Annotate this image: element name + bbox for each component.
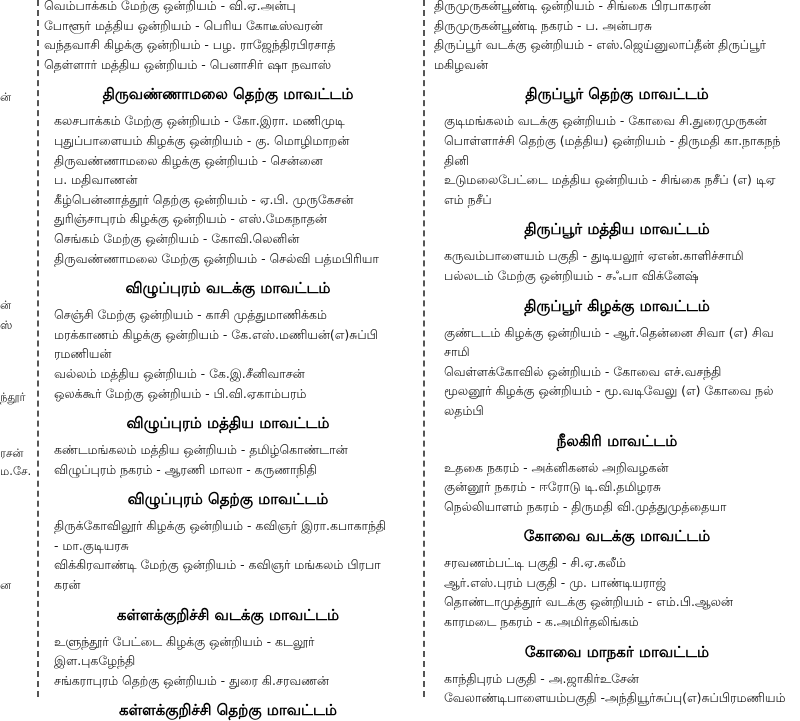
district-heading: திருப்பூர் தெற்கு மாவட்டம் <box>525 85 709 104</box>
entry-line: பொள்ளாச்சி தெற்கு (மத்திய) ஒன்றியம் - திருமதி கா.நாகநந் <box>444 132 781 148</box>
district-heading: கள்ளக்குறிச்சி வடக்கு மாவட்டம் <box>116 605 340 624</box>
text-fragment: ம.சே. <box>0 464 32 478</box>
column-divider <box>37 0 39 697</box>
text-fragment: ன <box>0 578 12 592</box>
entry-line: மரக்காணம் கிழக்கு ஒன்றியம் - கே.எஸ்.மணியன்(எ)சுப்பி <box>54 326 378 342</box>
district-section <box>434 642 800 708</box>
entry-line: தினி <box>444 152 469 168</box>
entry-line: மூலனூர் கிழக்கு ஒன்றியம் - மூ.வடிவேலு (எ) கோவை நல் <box>444 383 774 399</box>
district-section <box>44 605 412 691</box>
entry-line: செங்கம் மேற்கு ஒன்றியம் - கோவி.லெனின் <box>54 230 300 246</box>
entry-line: வேலாண்டிபாளையம்பகுதி -அந்தியூர்சுப்பு(எ)சுப்பிரமணியம் <box>444 690 786 706</box>
entry-line: செஞ்சி மேற்கு ஒன்றியம் - காசி முத்துமாணிக்கம் <box>54 307 327 323</box>
entry-line: புதுப்பாளையம் கிழக்கு ஒன்றியம் - கு. மொழிமாறன் <box>54 132 350 148</box>
entry-line: விக்கிரவாண்டி மேற்கு ஒன்றியம் - கவிஞர் மங்கலம் பிரபா <box>54 557 381 573</box>
entry-line: காரமடை நகரம் - க.அமிர்தலிங்கம் <box>444 614 639 630</box>
entry-line: காந்திபுரம் பகுதி - அ.ஜாகிர்உசேன் <box>444 670 639 686</box>
entry-line: ஆர்.எஸ்.புரம் பகுதி - மு. பாண்டியராஜ் <box>444 574 666 590</box>
text-fragment: ன் <box>0 90 12 104</box>
entry-line: லதம்பி <box>444 402 484 418</box>
entry-line: கரன் <box>54 577 81 593</box>
text-fragment: ந்தூர் <box>0 390 26 404</box>
left-column-fragment <box>0 0 32 697</box>
entry-line: தொண்டாமுத்தூர் வடக்கு ஒன்றியம் - எம்.பி.ஆலன் <box>444 594 733 610</box>
middle-column <box>44 0 412 720</box>
district-heading: கோவை வடக்கு மாவட்டம் <box>523 527 711 546</box>
entry-line: சரவணம்பட்டி பகுதி - சி.ஏ.கலீம் <box>444 555 626 571</box>
entry-line: ப. மதிவாணன் <box>54 172 138 188</box>
text-fragment: ன் <box>0 298 12 312</box>
entry-line: சாமி <box>444 344 470 360</box>
district-section <box>44 278 412 403</box>
district-heading: திருப்பூர் மத்திய மாவட்டம் <box>524 220 710 239</box>
entry-line: திருக்கோவிலூர் கிழக்கு ஒன்றியம் - கவிஞர் இரா.கபாகாந்தி <box>54 518 387 534</box>
entry-line: திருமுருகன்பூண்டி நகரம் - ப. அன்பரசு <box>434 17 653 33</box>
entry-line: வெம்பாக்கம் மேற்கு ஒன்றியம் - வி.ஏ.அன்பு <box>44 0 296 13</box>
entry-line: ரமணியன் <box>54 346 112 362</box>
right-column <box>434 0 800 706</box>
entry-line: உளுந்தூர் பேட்டை கிழக்கு ஒன்றியம் - கடலூர் <box>54 633 315 649</box>
district-heading: விழுப்புரம் தெற்கு மாவட்டம் <box>127 490 329 509</box>
entry-line: உதகை நகரம் - அக்னிகனல் அறிவழகன் <box>444 459 669 475</box>
district-heading: திருப்பூர் கிழக்கு மாவட்டம் <box>524 296 710 315</box>
district-heading: நீலகிரி மாவட்டம் <box>556 431 678 450</box>
entry-line: இள.புகழேந்தி <box>54 653 136 669</box>
district-heading: விழுப்புரம் மத்திய மாவட்டம் <box>126 414 330 433</box>
entry-line: கலசபாக்கம் மேற்கு ஒன்றியம் - கோ.இரா. மணிமுடி <box>54 113 345 129</box>
entry-line: திருப்பூர் வடக்கு ஒன்றியம் - எஸ்.ஜெய்னுலாப்தீன் திருப்பூர் <box>434 37 766 53</box>
district-section <box>434 431 800 517</box>
entry-line: நெல்லியாளம் நகரம் - திருமதி வி.முத்துமுத்தையா <box>444 498 727 514</box>
column-divider <box>423 0 425 697</box>
text-fragment: ரசன் <box>0 446 24 460</box>
district-section <box>434 526 800 631</box>
district-section <box>44 84 412 268</box>
entry-line: கருவம்பாளையம் பகுதி - துடியலூர் ஏஎன்.காளிச்சாமி <box>444 248 744 264</box>
entry-line: துரிஞ்சாபுரம் கிழக்கு ஒன்றியம் - எஸ்.மேகநாதன் <box>54 211 327 227</box>
district-section <box>434 219 800 285</box>
entry-line: திருவண்ணாமலை கிழக்கு ஒன்றியம் - சென்னை <box>54 152 323 168</box>
entry-line: திருவண்ணாமலை மேற்கு ஒன்றியம் - செல்வி பத்மபிரியா <box>54 250 379 266</box>
district-heading: கோவை மாநகர் மாவட்டம் <box>524 642 710 661</box>
entry-line: - மா.குடியரசு <box>54 537 129 553</box>
entry-line: குண்டடம் கிழக்கு ஒன்றியம் - ஆர்.தென்னை சிவா (எ) சிவ <box>444 324 774 340</box>
entry-line: உடுமலைபேட்டை மத்திய ஒன்றியம் - சிங்கை நசீப் (எ) டிஏ <box>444 172 776 188</box>
entry-line: எம் நசீப் <box>444 191 492 207</box>
entry-line: குன்னூர் நகரம் - ஈரோடு டி.வி.தமிழரசு <box>444 479 661 495</box>
text-fragment: ஸ் <box>0 318 13 332</box>
district-section <box>434 296 800 421</box>
entry-line: மகிழவன் <box>434 56 488 72</box>
entry-line: வந்தவாசி கிழக்கு ஒன்றியம் - பழ. ராஜேந்திரபிரசாத் <box>44 37 336 53</box>
district-heading: திருவண்ணாமலை தெற்கு மாவட்டம் <box>102 85 354 104</box>
entry-line: கீழ்பென்னாத்தூர் தெற்கு ஒன்றியம் - ஏ.பி. முருகேசன் <box>54 191 354 207</box>
entry-line: ஒலக்கூர் மேற்கு ஒன்றியம் - பி.வி.ஏகாம்பரம் <box>54 385 307 401</box>
district-section <box>434 84 800 209</box>
district-section <box>44 700 412 721</box>
district-section <box>44 413 412 479</box>
district-heading: விழுப்புரம் வடக்கு மாவட்டம் <box>125 279 331 298</box>
entry-line: போளூர் மத்திய ஒன்றியம் - பெரிய கோடீஸ்வரன் <box>44 17 323 33</box>
district-heading: கள்ளக்குறிச்சி தெற்கு மாவட்டம் <box>118 701 337 720</box>
entry-line: திருமுருகன்பூண்டி ஒன்றியம் - சிங்கை பிரபாகரன் <box>434 0 711 13</box>
entry-line: சங்கராபுரம் தெற்கு ஒன்றியம் - துரை கி.சரவணன் <box>54 672 329 688</box>
entry-line: தெள்ளார் மத்திய ஒன்றியம் - பெனாசிர் ஷா நவாஸ் <box>44 56 332 72</box>
entry-line: விழுப்புரம் நகரம் - ஆரணி மாலா - கருணாநிதி <box>54 461 317 477</box>
entry-line: கண்டமங்கலம் மத்திய ஒன்றியம் - தமிழ்கொண்டான் <box>54 442 348 458</box>
district-section <box>44 489 412 594</box>
entry-line: வெள்ளக்கோவில் ஒன்றியம் - கோவை எச்.வசந்தி <box>444 363 722 379</box>
entry-line: குடிமங்கலம் வடக்கு ஒன்றியம் - கோவை சி.துரைமுருகன் <box>444 113 767 129</box>
entry-line: வல்லம் மத்திய ஒன்றியம் - கே.இ.சீனிவாசன் <box>54 365 305 381</box>
entry-line: பல்லடம் மேற்கு ஒன்றியம் - சஃபா விக்னேஷ் <box>444 267 699 283</box>
